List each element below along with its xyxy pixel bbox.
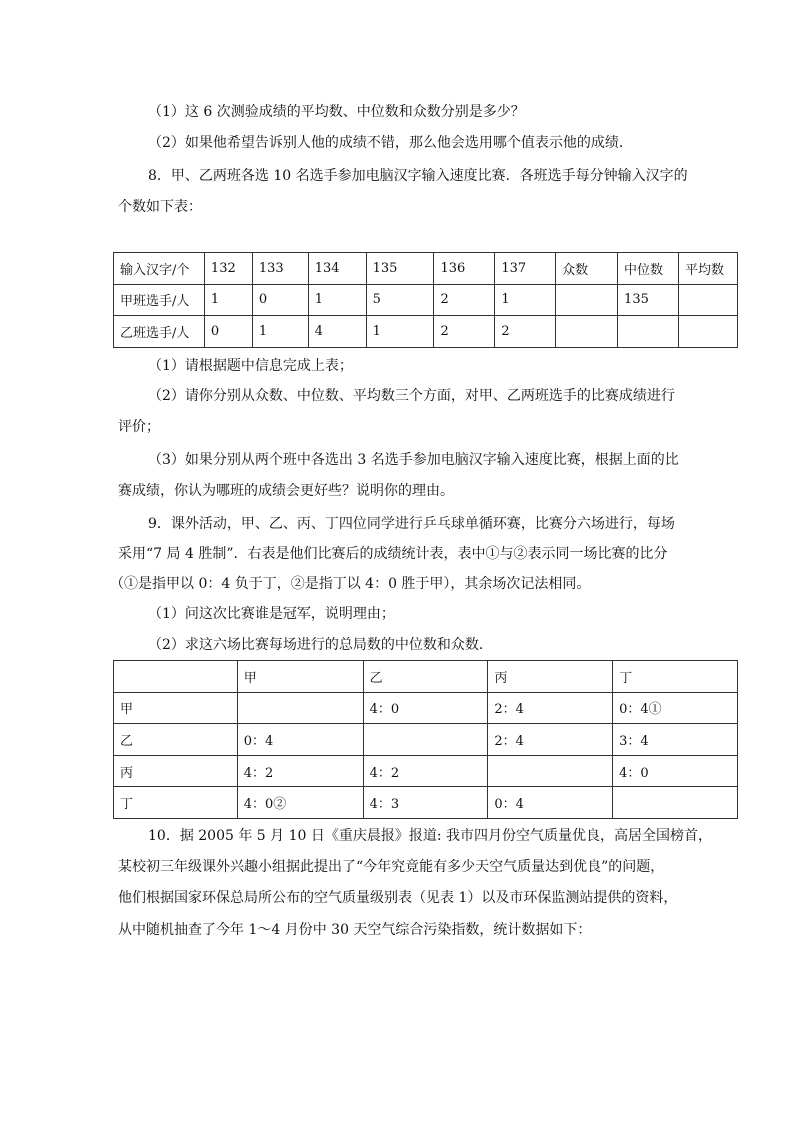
table-cell: 4：0: [363, 692, 488, 724]
table-cell: 甲班选手/人: [114, 284, 205, 316]
q9-table-header-row: [114, 661, 738, 693]
q9-table: [113, 660, 738, 819]
table-cell: 丙: [114, 755, 238, 787]
table-cell: [613, 787, 738, 819]
table-cell: 2：4: [488, 724, 613, 756]
q8-sub3-line2: 赛成绩，你认为哪班的成绩会更好些？说明你的理由。: [118, 483, 454, 499]
table-cell: 0：4①: [613, 692, 738, 724]
q10-stem-line3: 他们根据国家环保总局所公布的空气质量级别表（见表 1）以及市环保监测站提供的资料，: [118, 890, 678, 906]
table-cell: 4: [308, 316, 366, 348]
table-cell: 133: [252, 253, 308, 285]
q9-stem-line1: 9．课外活动，甲、乙、丙、丁四位同学进行乒乓球单循环赛，比赛分六场进行，每场: [148, 516, 675, 532]
table-cell: 136: [434, 253, 495, 285]
table-cell: 乙班选手/人: [114, 316, 205, 348]
table-cell: 甲: [237, 661, 363, 693]
table-cell: 2：4: [488, 692, 613, 724]
q10-stem-line4: 从中随机抽查了今年 1～4 月份中 30 天空气综合污染指数，统计数据如下：: [118, 922, 592, 938]
table-row: [114, 316, 738, 348]
table-cell: 乙: [363, 661, 488, 693]
table-cell: [678, 316, 737, 348]
table-cell: 0：4: [237, 724, 363, 756]
table-row: [114, 755, 738, 787]
table-row: [114, 692, 738, 724]
q8-table: [113, 252, 738, 348]
table-cell: 众数: [556, 253, 618, 285]
table-row: [114, 284, 738, 316]
table-cell: 输入汉字/个: [114, 253, 205, 285]
table-cell: [363, 724, 488, 756]
table-cell: [618, 316, 679, 348]
q9-sub1: （1）问这次比赛谁是冠军，说明理由；: [148, 606, 395, 622]
table-cell: 134: [308, 253, 366, 285]
q9-stem-line3: （①是指甲以 0：4 负于丁，②是指丁以 4：0 胜于甲），其余场次记法相同。: [110, 576, 591, 592]
table-cell: 1: [308, 284, 366, 316]
table-cell: [678, 284, 737, 316]
table-cell: 1: [204, 284, 252, 316]
table-cell: 1: [495, 284, 556, 316]
table-cell: [114, 661, 238, 693]
table-cell: 丙: [488, 661, 613, 693]
table-cell: [556, 284, 618, 316]
table-cell: 0: [204, 316, 252, 348]
table-cell: 1: [366, 316, 434, 348]
table-cell: 丁: [613, 661, 738, 693]
table-cell: 2: [495, 316, 556, 348]
table-cell: 2: [434, 284, 495, 316]
table-cell: [488, 755, 613, 787]
q9-stem-line2: 采用“7 局 4 胜制”．右表是他们比赛后的成绩统计表，表中①与②表示同一场比赛的比分: [118, 546, 668, 562]
table-cell: 0: [252, 284, 308, 316]
q8-stem-line1: 8．甲、乙两班各选 10 名选手参加电脑汉字输入速度比赛．各班选手每分钟输入汉字的: [148, 168, 688, 184]
q9-sub2: （2）求这六场比赛每场进行的总局数的中位数和众数．: [148, 637, 493, 653]
table-cell: [237, 692, 363, 724]
table-cell: 4：2: [237, 755, 363, 787]
table-cell: 135: [366, 253, 434, 285]
q8-sub2-line1: （2）请你分别从众数、中位数、平均数三个方面，对甲、乙两班选手的比赛成绩进行: [148, 388, 675, 404]
q7-sub2: （2）如果他希望告诉别人他的成绩不错，那么他会选用哪个值表示他的成绩．: [148, 135, 633, 151]
table-cell: 4：0: [613, 755, 738, 787]
table-cell: 132: [204, 253, 252, 285]
table-cell: 4：3: [363, 787, 488, 819]
table-cell: 甲: [114, 692, 238, 724]
q8-stem-line2: 个数如下表：: [118, 199, 202, 215]
table-cell: 2: [434, 316, 495, 348]
table-cell: 137: [495, 253, 556, 285]
table-cell: 0：4: [488, 787, 613, 819]
table-cell: 3：4: [613, 724, 738, 756]
q8-sub2-line2: 评价；: [118, 419, 160, 435]
q10-stem-line2: 某校初三年级课外兴趣小组据此提出了“今年究竟能有多少天空气质量达到优良”的问题，: [118, 859, 665, 875]
table-row: [114, 724, 738, 756]
table-cell: 乙: [114, 724, 238, 756]
table-row: [114, 787, 738, 819]
q8-sub3-line1: （3）如果分别从两个班中各选出 3 名选手参加电脑汉字输入速度比赛，根据上面的比: [148, 452, 679, 468]
q8-sub1: （1）请根据题中信息完成上表；: [148, 358, 353, 374]
table-cell: 中位数: [618, 253, 679, 285]
table-cell: 4：0②: [237, 787, 363, 819]
table-cell: 丁: [114, 787, 238, 819]
q7-sub1: （1）这 6 次测验成绩的平均数、中位数和众数分别是多少？: [148, 104, 525, 120]
table-cell: 4：2: [363, 755, 488, 787]
table-cell: 5: [366, 284, 434, 316]
q8-table-header-row: [114, 253, 738, 285]
table-cell: 1: [252, 316, 308, 348]
table-cell: 平均数: [678, 253, 737, 285]
q10-stem-line1: 10．据 2005 年 5 月 10 日《重庆晨报》报道: 我市四月份空气质量优良，高居全国榜首，: [148, 828, 713, 844]
table-cell: [556, 316, 618, 348]
table-cell: 135: [618, 284, 679, 316]
